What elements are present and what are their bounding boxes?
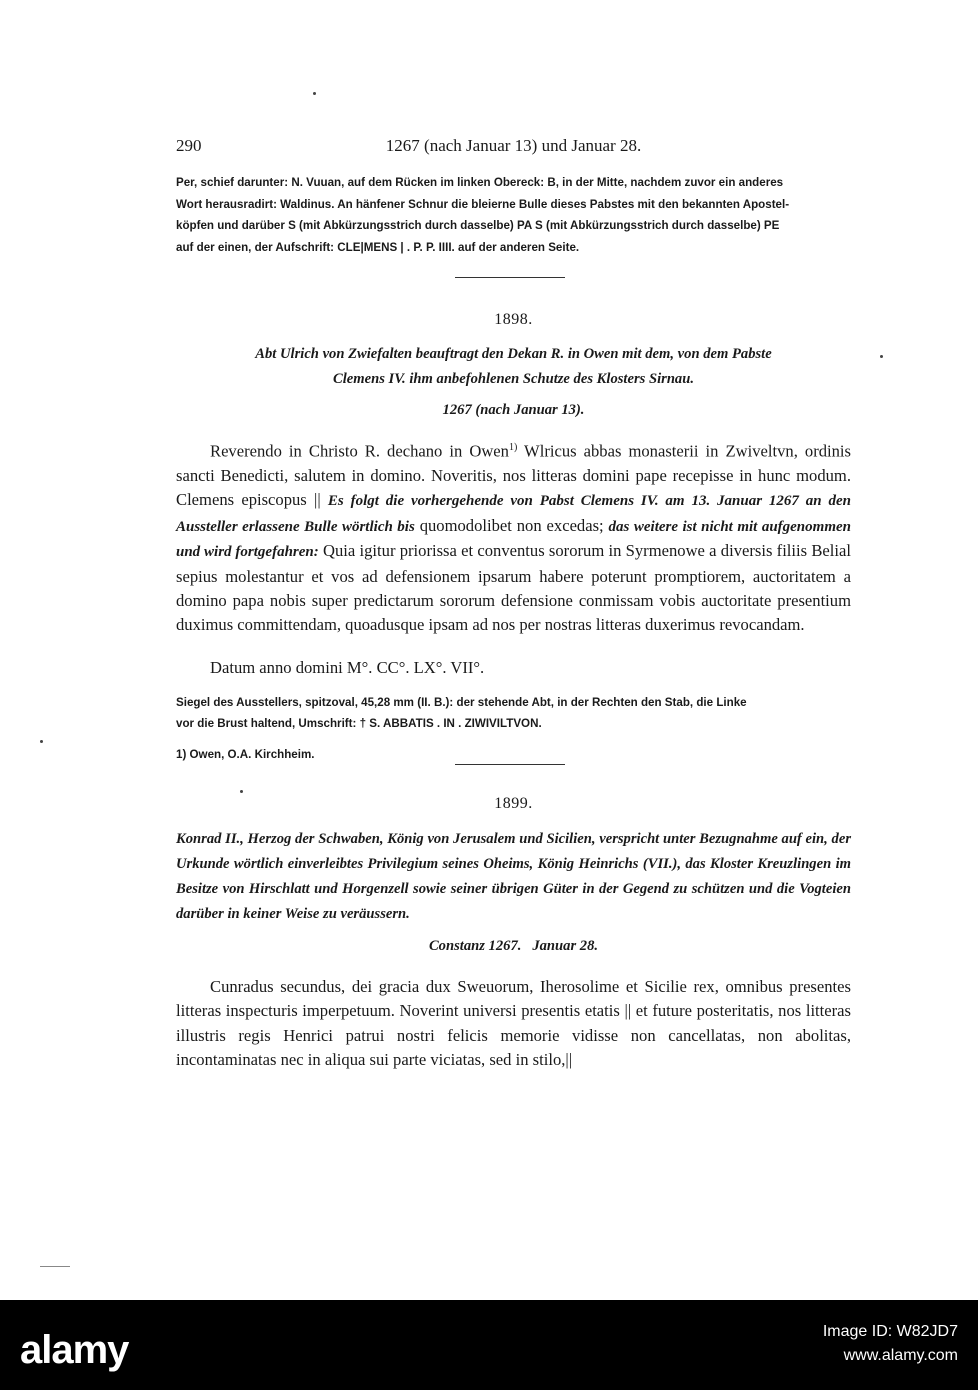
document-number-1899: 1899.	[494, 795, 533, 812]
watermark-logo: alamy	[20, 1328, 129, 1372]
section-divider	[455, 277, 565, 278]
top-note	[176, 172, 848, 258]
text-run: quomodolibet non excedas;	[414, 515, 609, 535]
editorial-note: Es folgt die vorhergehende von Pabst Clemens IV. am 13. Januar 1267 an den Aussteller erlassene Bulle wörtlich bis	[176, 493, 851, 535]
page-number: 290	[176, 136, 202, 155]
text-run: Reverendo in Christo R. dechano in Owen	[210, 441, 509, 461]
scan-speck	[880, 355, 883, 358]
paragraph	[176, 436, 851, 638]
top-note-line: Per, schief darunter: N. Vuuan, auf dem Rücken im linken Obereck: B, in der Mitte, nachdem zuvor ein anderes	[176, 176, 784, 189]
footnote: 1) Owen, O.A. Kirchheim.	[176, 748, 315, 761]
datum-line: Datum anno domini M°. CC°. LX°. VII°.	[210, 658, 485, 677]
regest-1899: Konrad II., Herzog der Schwaben, König von Jerusalem und Sicilien, verspricht unter Bezugnahme auf ein, der Urkunde wörtlich einverleibtes Privilegium seines Oheims, König Heinrichs (VII.), das Kloster Kreuzlingen im Besitze von Hirschlatt und Horgenzell sowie seiner übrigen Güter in der Gegend zu schützen und die Vogteien darüber in keiner Weise zu veräussern.	[176, 831, 851, 922]
footnote-mark: 1)	[508, 442, 518, 453]
watermark-info	[823, 1320, 958, 1368]
text-run: Quia igitur priorissa et conventus sororum in Syrmenowe a diversis filiis Belial sepius molestantur et vos ad defensionem ipsarum habere poterunt promptiorem, auctoritatem a domino papa nobis super predictarum sororum defensione conmissam vobis auctoritate presentium duximus committendam, quoadusque ipsam ad nos per nostras litteras duxerimus revocandam.	[176, 541, 851, 635]
scan-speck	[313, 92, 316, 95]
paragraph: Cunradus secundus, dei gracia dux Sweuorum, Iherosolime et Sicilie rex, omnibus presentes litteras inspecturis imperpetuum. Noverint universi presentis etatis || et future posteritatis, nos litteras illustris regis Henrici patrui nostri felicis memorie vidisse non cancellatas, non abolitas, incontaminatas nec in aliqua sui parte viciatas, sed in stilo,||	[176, 977, 851, 1070]
top-note-line: Wort herausradirt: Waldinus. An hänfener Schnur die bleierne Bulle dieses Pabstes mit den bekannten Apostel-	[176, 197, 790, 211]
text-run: Wlricus abbas monasterii in Zwiveltvn, ordinis sancti Benedicti, salutem in domino. Noveritis, nos litteras domini pape recepisse in hunc modum. Clemens episcopus ||	[176, 441, 851, 510]
text-1898	[176, 436, 851, 638]
top-note-line: auf der einen, der Aufschrift: CLE|MENS | . P. P. IIII. auf der anderen Seite.	[176, 240, 580, 254]
date-1898: 1267 (nach Januar 13).	[442, 402, 585, 418]
regest-line: Abt Ulrich von Zwiefalten beauftragt den Dekan R. in Owen mit dem, von dem Pabste	[255, 346, 772, 362]
scan-mark	[40, 1266, 70, 1267]
watermark-image-id: Image ID: W82JD7	[822, 1323, 958, 1340]
regest-line: Clemens IV. ihm anbefohlenen Schutze des Klosters Sirnau.	[332, 371, 694, 387]
document-number-1898: 1898.	[494, 311, 533, 328]
text-1899	[176, 975, 851, 1073]
watermark-site: www.alamy.com	[843, 1347, 958, 1364]
seal-note-line: vor die Brust haltend, Umschrift: † S. ABBATIS . IN . ZIWIVILTVON.	[176, 717, 542, 730]
editorial-note: das weitere ist nicht mit aufgenommen und wird fortgefahren:	[176, 518, 851, 561]
date-1899: Constanz 1267. Januar 28.	[428, 938, 599, 954]
seal-note	[176, 692, 851, 734]
scan-speck	[240, 790, 243, 793]
regest-1898	[176, 342, 851, 392]
running-title: 1267 (nach Januar 13) und Januar 28.	[385, 136, 642, 155]
top-note-line: köpfen und darüber S (mit Abkürzungsstrich durch dasselbe) PA S (mit Abkürzungsstrich durch dasselbe) PE	[176, 219, 780, 232]
section-divider	[455, 764, 565, 765]
scan-speck	[40, 740, 43, 743]
seal-note-line: Siegel des Ausstellers, spitzoval, 45,28 mm (II. B.): der stehende Abt, in der Rechten den Stab, die Linke	[176, 696, 747, 709]
